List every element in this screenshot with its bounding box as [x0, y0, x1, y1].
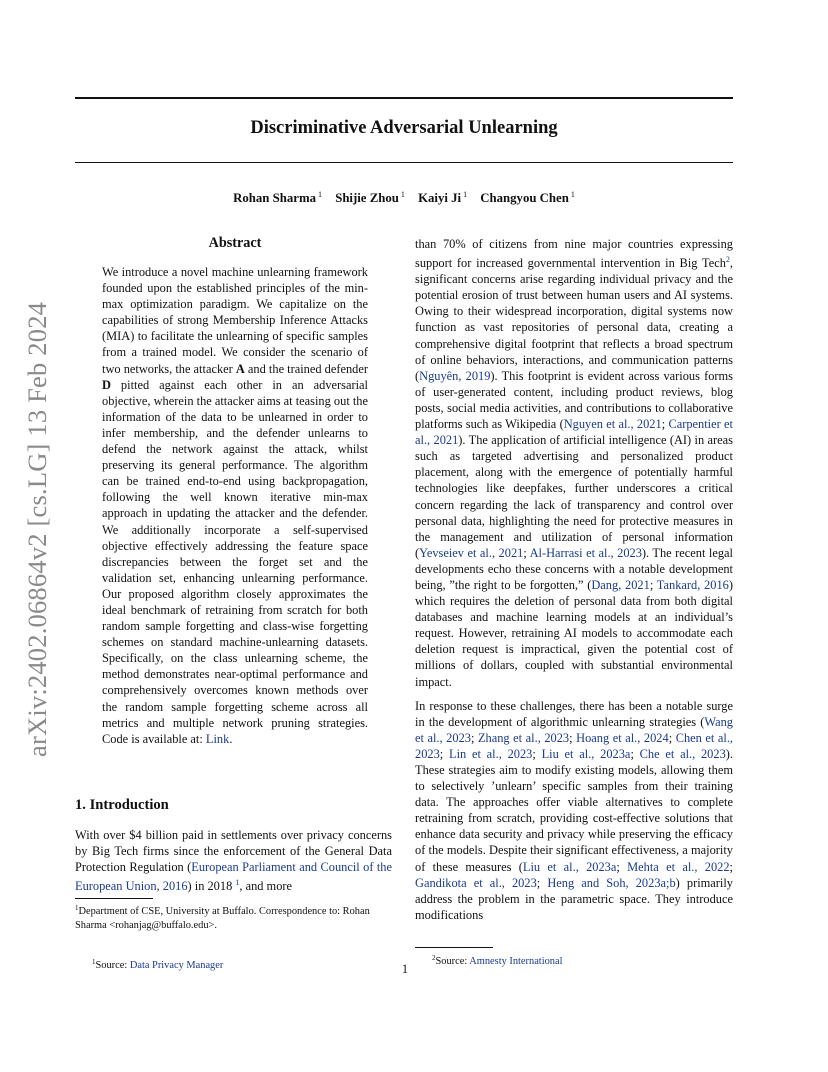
source-link-amnesty-international[interactable]: Amnesty International [469, 956, 563, 967]
citation-link[interactable]: Wang et al., 2023 [415, 714, 733, 745]
title-bottom-rule [75, 162, 733, 163]
citation-link[interactable]: Zhang et al., 2023 [477, 730, 570, 745]
paper-title: Discriminative Adversarial Unlearning [250, 118, 558, 138]
text-run: ; [630, 746, 640, 761]
footnote-marker-link[interactable]: 2 [725, 255, 730, 265]
citation-link[interactable]: Gandikota et al., 2023 [415, 875, 537, 890]
author: Kaiyi Ji $^1$ [418, 190, 468, 205]
footnote-rule [415, 947, 493, 948]
text-run: ; [569, 730, 577, 745]
citation-link[interactable]: Heng and Soh, 2023a;b [547, 875, 676, 890]
text-run: ; [649, 577, 657, 592]
text-run: ; [729, 859, 733, 874]
citation-link[interactable]: Al-Harrasi et al., 2023 [529, 545, 642, 560]
text-run: ; [668, 730, 676, 745]
right-column-body [415, 236, 733, 923]
citation-link[interactable]: Nguyên, 2019 [419, 368, 491, 383]
page-number: 1 [401, 962, 409, 976]
citation-link[interactable]: Hoang et al., 2024 [576, 730, 669, 745]
citation-link[interactable]: Tankard, 2016 [656, 577, 729, 592]
citation-link[interactable]: Mehta et al., 2022 [627, 859, 730, 874]
text-run: ). The recent legal developments echo these concerns with a notable development being, ”the right to be forgotten,” ( [415, 545, 734, 592]
citation-link[interactable]: Che et al., 2023 [639, 746, 726, 761]
section-heading-introduction: 1. Introduction [75, 797, 169, 813]
citation-link[interactable]: Carpentier et al., 2021 [415, 417, 733, 448]
footnote-rule [75, 898, 153, 899]
text-run: ; [532, 746, 542, 761]
text-run: ; [616, 859, 628, 874]
author: Changyou Chen $^1$ [480, 190, 575, 205]
citation-link[interactable]: European Parliament and Council of the European Union, 2016 [75, 860, 393, 894]
affiliation-footnote: $^1$Department of CSE, University at Buffalo. Correspondence to: Rohan Sharma <rohanjag@buffalo.edu>. [75, 904, 370, 931]
source-link-data-privacy-manager[interactable]: Data Privacy Manager [129, 960, 224, 971]
citation-link[interactable]: Nguyen et al., 2021 [563, 417, 662, 432]
citation-link[interactable]: Liu et al., 2023a [522, 859, 617, 874]
citation-link[interactable]: Lin et al., 2023 [449, 746, 533, 761]
citation-link[interactable]: Liu et al., 2023a [541, 746, 631, 761]
footnote-marker-link[interactable]: 1 [235, 878, 240, 888]
author: Rohan Sharma $^1$ [233, 190, 322, 205]
citation-link[interactable]: Dang, 2021 [591, 577, 650, 592]
paragraph [415, 698, 733, 923]
title-top-rule [75, 97, 733, 99]
text-run: ; [439, 746, 449, 761]
text-run: ). This footprint is evident across various forms of user-generated content, including product reviews, blog posts, social media activities, and contributions to collaborative platforms such as Wikipedia ( [415, 368, 734, 432]
author: Shijie Zhou $^1$ [335, 190, 405, 205]
footnote-2: $^2$Source: Amnesty International [432, 954, 563, 967]
text-run: ) primarily address the problem in the parametric space. They introduce modifications [415, 875, 733, 922]
text-run: ). The application of artificial intelligence (AI) in areas such as targeted advertising and personalized product placement, along with the emergence of potentially harmful technologies like deepfakes, further underscores a critical concern regarding the lack of transparency and control over personal data, highlighting the need for protective measures in the management and utilization of personal information ( [415, 433, 733, 560]
citation-link[interactable]: Chen et al., 2023 [415, 730, 734, 761]
intro-body: With over $4 billion paid in settlements over privacy concerns by Big Tech firms since the enforcement of the General Data Protection Regulation (European Parliament and Council of the European Union, 2016) in 2018 $^1$, and more [75, 828, 393, 894]
abstract-body: We introduce a novel machine unlearning framework founded upon the established principles of the min-max optimization paradigm. We capitalize on the capabilities of strong Membership Inference Attacks (MIA) to facilitate the unlearning of specific samples from a trained model. We consider the scenario of two networks, the attacker A and the trained defender D pitted against each other in an adversarial objective, wherein the attacker aims at teasing out the information of the data to be unlearned in order to infer membership, and the defender unlearns to defend the network against the attack, whilst preserving its general performance. The algorithm can be trained end-to-end using backpropagation, following the well known iterative min-max approach in updating the attacker and the defender. We additionally incorporate a self-supervised objective effectively addressing the feature space discrepancies between the forget set and the validation set, enhancing unlearning performance. Our proposed algorithm closely approximates the ideal benchmark of retraining from scratch for both random sample forgetting and class-wise forgetting schemes on standard machine-unlearning datasets. Specifically, on the class unlearning scheme, the method demonstrates near-optimal performance and comprehensively overcomes known methods over the random sample forgetting scheme across all metrics and multiple network pruning strategies. Code is available at: Link. [102, 265, 369, 746]
paragraph [415, 236, 733, 690]
text-run: ; [661, 417, 669, 432]
code-link[interactable]: Link [205, 731, 230, 746]
footnote-1: $^1$Source: Data Privacy Manager [92, 958, 224, 971]
citation-link[interactable]: Yevseiev et al., 2021 [419, 545, 524, 560]
arxiv-identifier: arXiv:2402.06864v2 [cs.LG] 13 Feb 2024 [22, 301, 52, 757]
text-run: than 70% of citizens from nine major countries expressing support for increased governmental intervention in Big Tech [415, 237, 733, 271]
text-run: , significant concerns arise regarding individual privacy and the potential erosion of trust between human users and AI systems. Owing to their widespread incorporation, digital systems now function as vast repositories of personal data, creating a comprehensive digital footprint that reflects a broad spectrum of online behaviors, interactions, and communication patterns ( [415, 256, 733, 383]
text-run: ). These strategies aim to modify existing models, allowing them to selectively ’unlearn’ specific samples from their training data. The approaches offer viable alternatives to complete retraining from scratch, providing cost-effective solutions that enhance data security and privacy while preserving the efficacy of the models. Despite their significant effectiveness, a majority of these measures ( [415, 746, 733, 874]
text-run: ; [470, 730, 478, 745]
author-list [75, 190, 733, 206]
text-run: ) which requires the deletion of personal data from both digital databases and machine learning models at an individual’s request. However, retraining AI models to accommodate each deletion request is impractical, given the potential cost of millions of dollars, coupled with substantial environmental impact. [415, 577, 733, 689]
text-run: In response to these challenges, there has been a notable surge in the development of algorithmic unlearning strategies ( [415, 698, 733, 729]
text-run: ; [536, 875, 548, 890]
text-run: ; [523, 545, 530, 560]
abstract-heading: Abstract [208, 235, 262, 251]
